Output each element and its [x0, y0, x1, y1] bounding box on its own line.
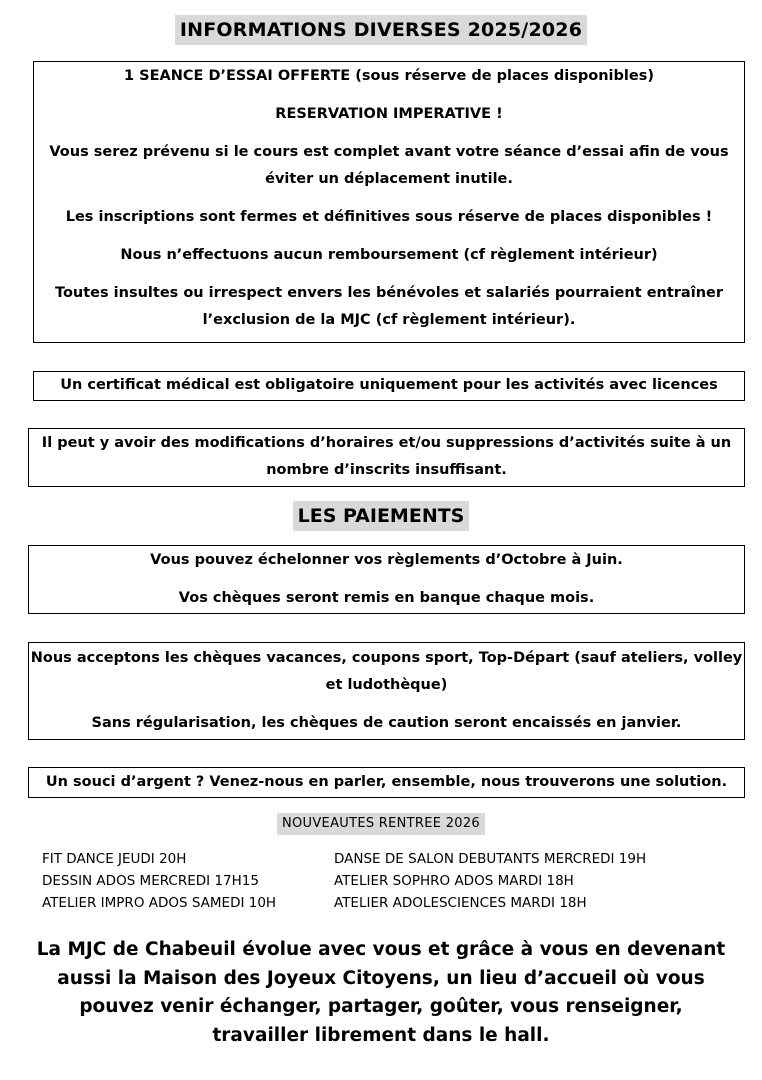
schedule-notice: Il peut y avoir des modifications d’horaires et/ou suppressions d’activités suite à un nombre d’inscrits insuffisant.	[41, 435, 732, 478]
info-box	[33, 61, 745, 343]
news-item: DANSE DE SALON DEBUTANTS MERCREDI 19H	[334, 851, 647, 867]
full-class-notice: Vous serez prévenu si le cours est complet avant votre séance d’essai afin de vous éviter un déplacement inutile.	[49, 144, 729, 187]
news-title-text: NOUVEAUTES RENTREE 2026	[277, 813, 485, 835]
payments-title	[0, 501, 762, 531]
payments-box-methods	[28, 642, 745, 740]
payments-title-text: LES PAIEMENTS	[293, 501, 470, 531]
conduct-notice: Toutes insultes ou irrespect envers les bénévoles et salariés pourraient entraîner l’exclusion de la MJC (cf règlement intérieur).	[54, 285, 723, 328]
news-title	[0, 812, 762, 835]
accepted-methods-line: Nous acceptons les chèques vacances, coupons sport, Top-Départ (sauf ateliers, volley et ludothèque)	[30, 650, 743, 693]
news-row	[42, 892, 732, 914]
schedule-box	[28, 428, 745, 487]
bank-deposit-line: Vos chèques seront remis en banque chaque mois.	[178, 590, 595, 606]
installments-line: Vous pouvez échelonner vos règlements d’Octobre à Juin.	[150, 552, 623, 568]
page-title	[0, 15, 762, 45]
payments-box-installments	[28, 545, 745, 614]
news-item: DESSIN ADOS MERCREDI 17H15	[42, 873, 259, 889]
medical-box	[33, 371, 745, 401]
trial-session-line: 1 SEANCE D’ESSAI OFFERTE (sous réserve de places disponibles)	[124, 68, 654, 84]
page-title-text: INFORMATIONS DIVERSES 2025/2026	[175, 15, 587, 45]
deposit-checks-line: Sans régularisation, les chèques de caution seront encaissés en janvier.	[91, 715, 682, 731]
news-item: ATELIER SOPHRO ADOS MARDI 18H	[334, 873, 574, 889]
news-item: FIT DANCE JEUDI 20H	[42, 851, 187, 867]
refund-notice: Nous n’effectuons aucun remboursement (cf règlement intérieur)	[120, 247, 658, 263]
news-row	[42, 848, 732, 870]
news-list	[42, 848, 732, 914]
news-row	[42, 870, 732, 892]
registration-notice: Les inscriptions sont fermes et définitives sous réserve de places disponibles !	[65, 209, 713, 225]
news-item: ATELIER IMPRO ADOS SAMEDI 10H	[42, 895, 277, 911]
money-help-line: Un souci d’argent ? Venez-nous en parler, ensemble, nous trouverons une solution.	[45, 774, 728, 790]
reservation-line: RESERVATION IMPERATIVE !	[275, 106, 503, 122]
news-item: ATELIER ADOLESCIENCES MARDI 18H	[334, 895, 587, 911]
medical-notice: Un certificat médical est obligatoire uniquement pour les activités avec licences	[60, 377, 718, 393]
closing-paragraph: La MJC de Chabeuil évolue avec vous et grâce à vous en devenant aussi la Maison des Joyeux Citoyens, un lieu d’accueil où vous pouvez venir échanger, partager, goûter, vous renseigner, travailler librement dans le hall.	[36, 939, 726, 1046]
payments-box-help	[28, 767, 745, 798]
